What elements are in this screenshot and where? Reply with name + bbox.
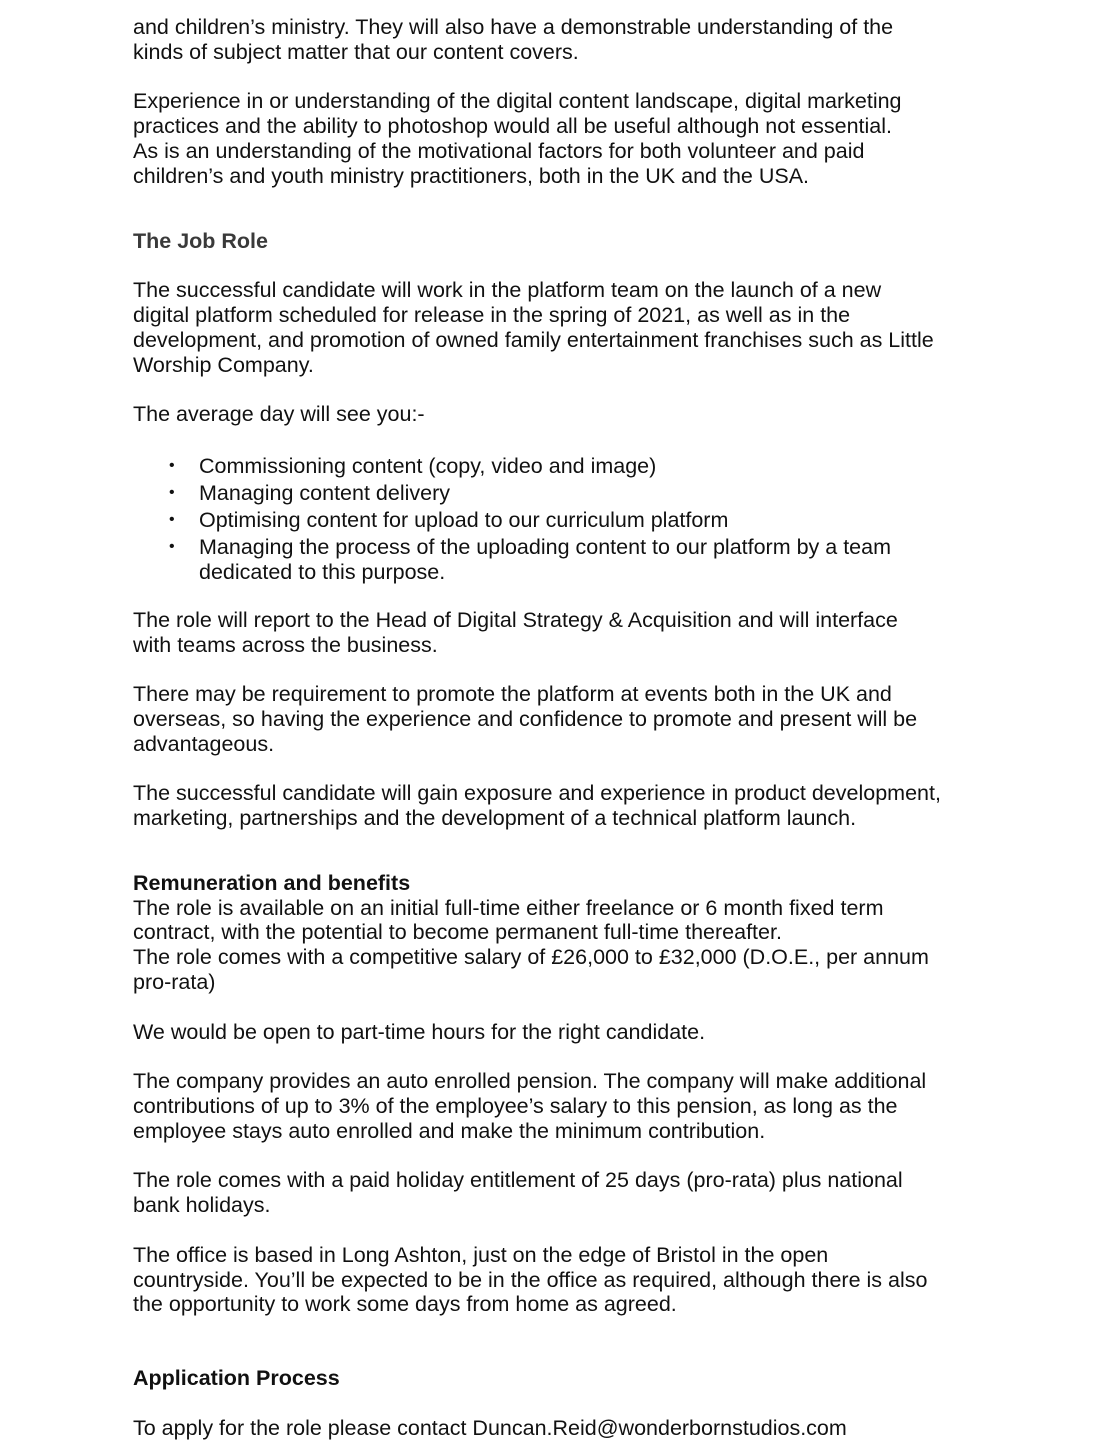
average-day-intro: The average day will see you:-: [133, 402, 425, 427]
contract-paragraph: The role is available on an initial full-time either freelance or 6 month fixed term contract, with the potential to become permanent full-time thereafter. The role comes with a competitive salary of £26,000 to £32,000 (D.O.E., per annum pro-rata): [133, 895, 929, 995]
bullet-icon: •: [169, 484, 175, 502]
job-role-paragraph: The successful candidate will work in the platform team on the launch of a new digital platform scheduled for release in the spring of 2021, as well as in the development, and promotion of owned family entertainment franchises such as Little Worship Company.: [133, 278, 934, 377]
duties-list: [133, 454, 993, 585]
office-paragraph: The office is based in Long Ashton, just on the edge of Bristol in the open countryside. You’ll be expected to be in the office as required, although there is also the opportunity to work some days from home as agreed.: [133, 1242, 928, 1317]
intro-paragraph: and children’s ministry. They will also have a demonstrable understanding of the kinds of subject matter that our content covers.: [133, 15, 894, 64]
report-paragraph: The role will report to the Head of Digital Strategy & Acquisition and will interface with teams across the business.: [133, 607, 898, 657]
list-item: • Optimising content for upload to our curriculum platform: [169, 508, 729, 533]
remuneration-heading: Remuneration and benefits: [133, 870, 411, 895]
exposure-paragraph: The successful candidate will gain exposure and experience in product development, marketing, partnerships and the development of a technical platform launch.: [133, 781, 941, 831]
job-role-heading: The Job Role: [133, 228, 268, 253]
bullet-icon: •: [169, 538, 175, 556]
pension-paragraph: The company provides an auto enrolled pension. The company will make additional contributions of up to 3% of the employee’s salary to this pension, as long as the employee stays auto enrolled and make the minimum contribution.: [133, 1069, 927, 1143]
list-item: • Managing the process of the uploading content to our platform by a team dedicated to this purpose.: [169, 535, 892, 584]
application-heading: Application Process: [133, 1366, 340, 1391]
bullet-icon: •: [169, 457, 175, 475]
bullet-icon: •: [169, 511, 175, 529]
holiday-paragraph: The role comes with a paid holiday entitlement of 25 days (pro-rata) plus national bank holidays.: [133, 1168, 903, 1218]
application-paragraph: To apply for the role please contact Duncan.Reid@wonderbornstudios.com: [133, 1416, 847, 1441]
experience-paragraph: Experience in or understanding of the digital content landscape, digital marketing practices and the ability to photoshop would all be useful although not essential. As is an understanding of the motivational factors for both volunteer and paid children’s and youth ministry practitioners, both in the UK and the USA.: [133, 89, 902, 188]
list-item: • Commissioning content (copy, video and image): [169, 454, 657, 479]
events-paragraph: There may be requirement to promote the platform at events both in the UK and overseas, so having the experience and confidence to promote and present will be advantageous.: [133, 682, 918, 756]
list-item: • Managing content delivery: [169, 481, 450, 506]
document-page: [133, 15, 993, 1441]
part-time-paragraph: We would be open to part-time hours for the right candidate.: [133, 1019, 706, 1044]
